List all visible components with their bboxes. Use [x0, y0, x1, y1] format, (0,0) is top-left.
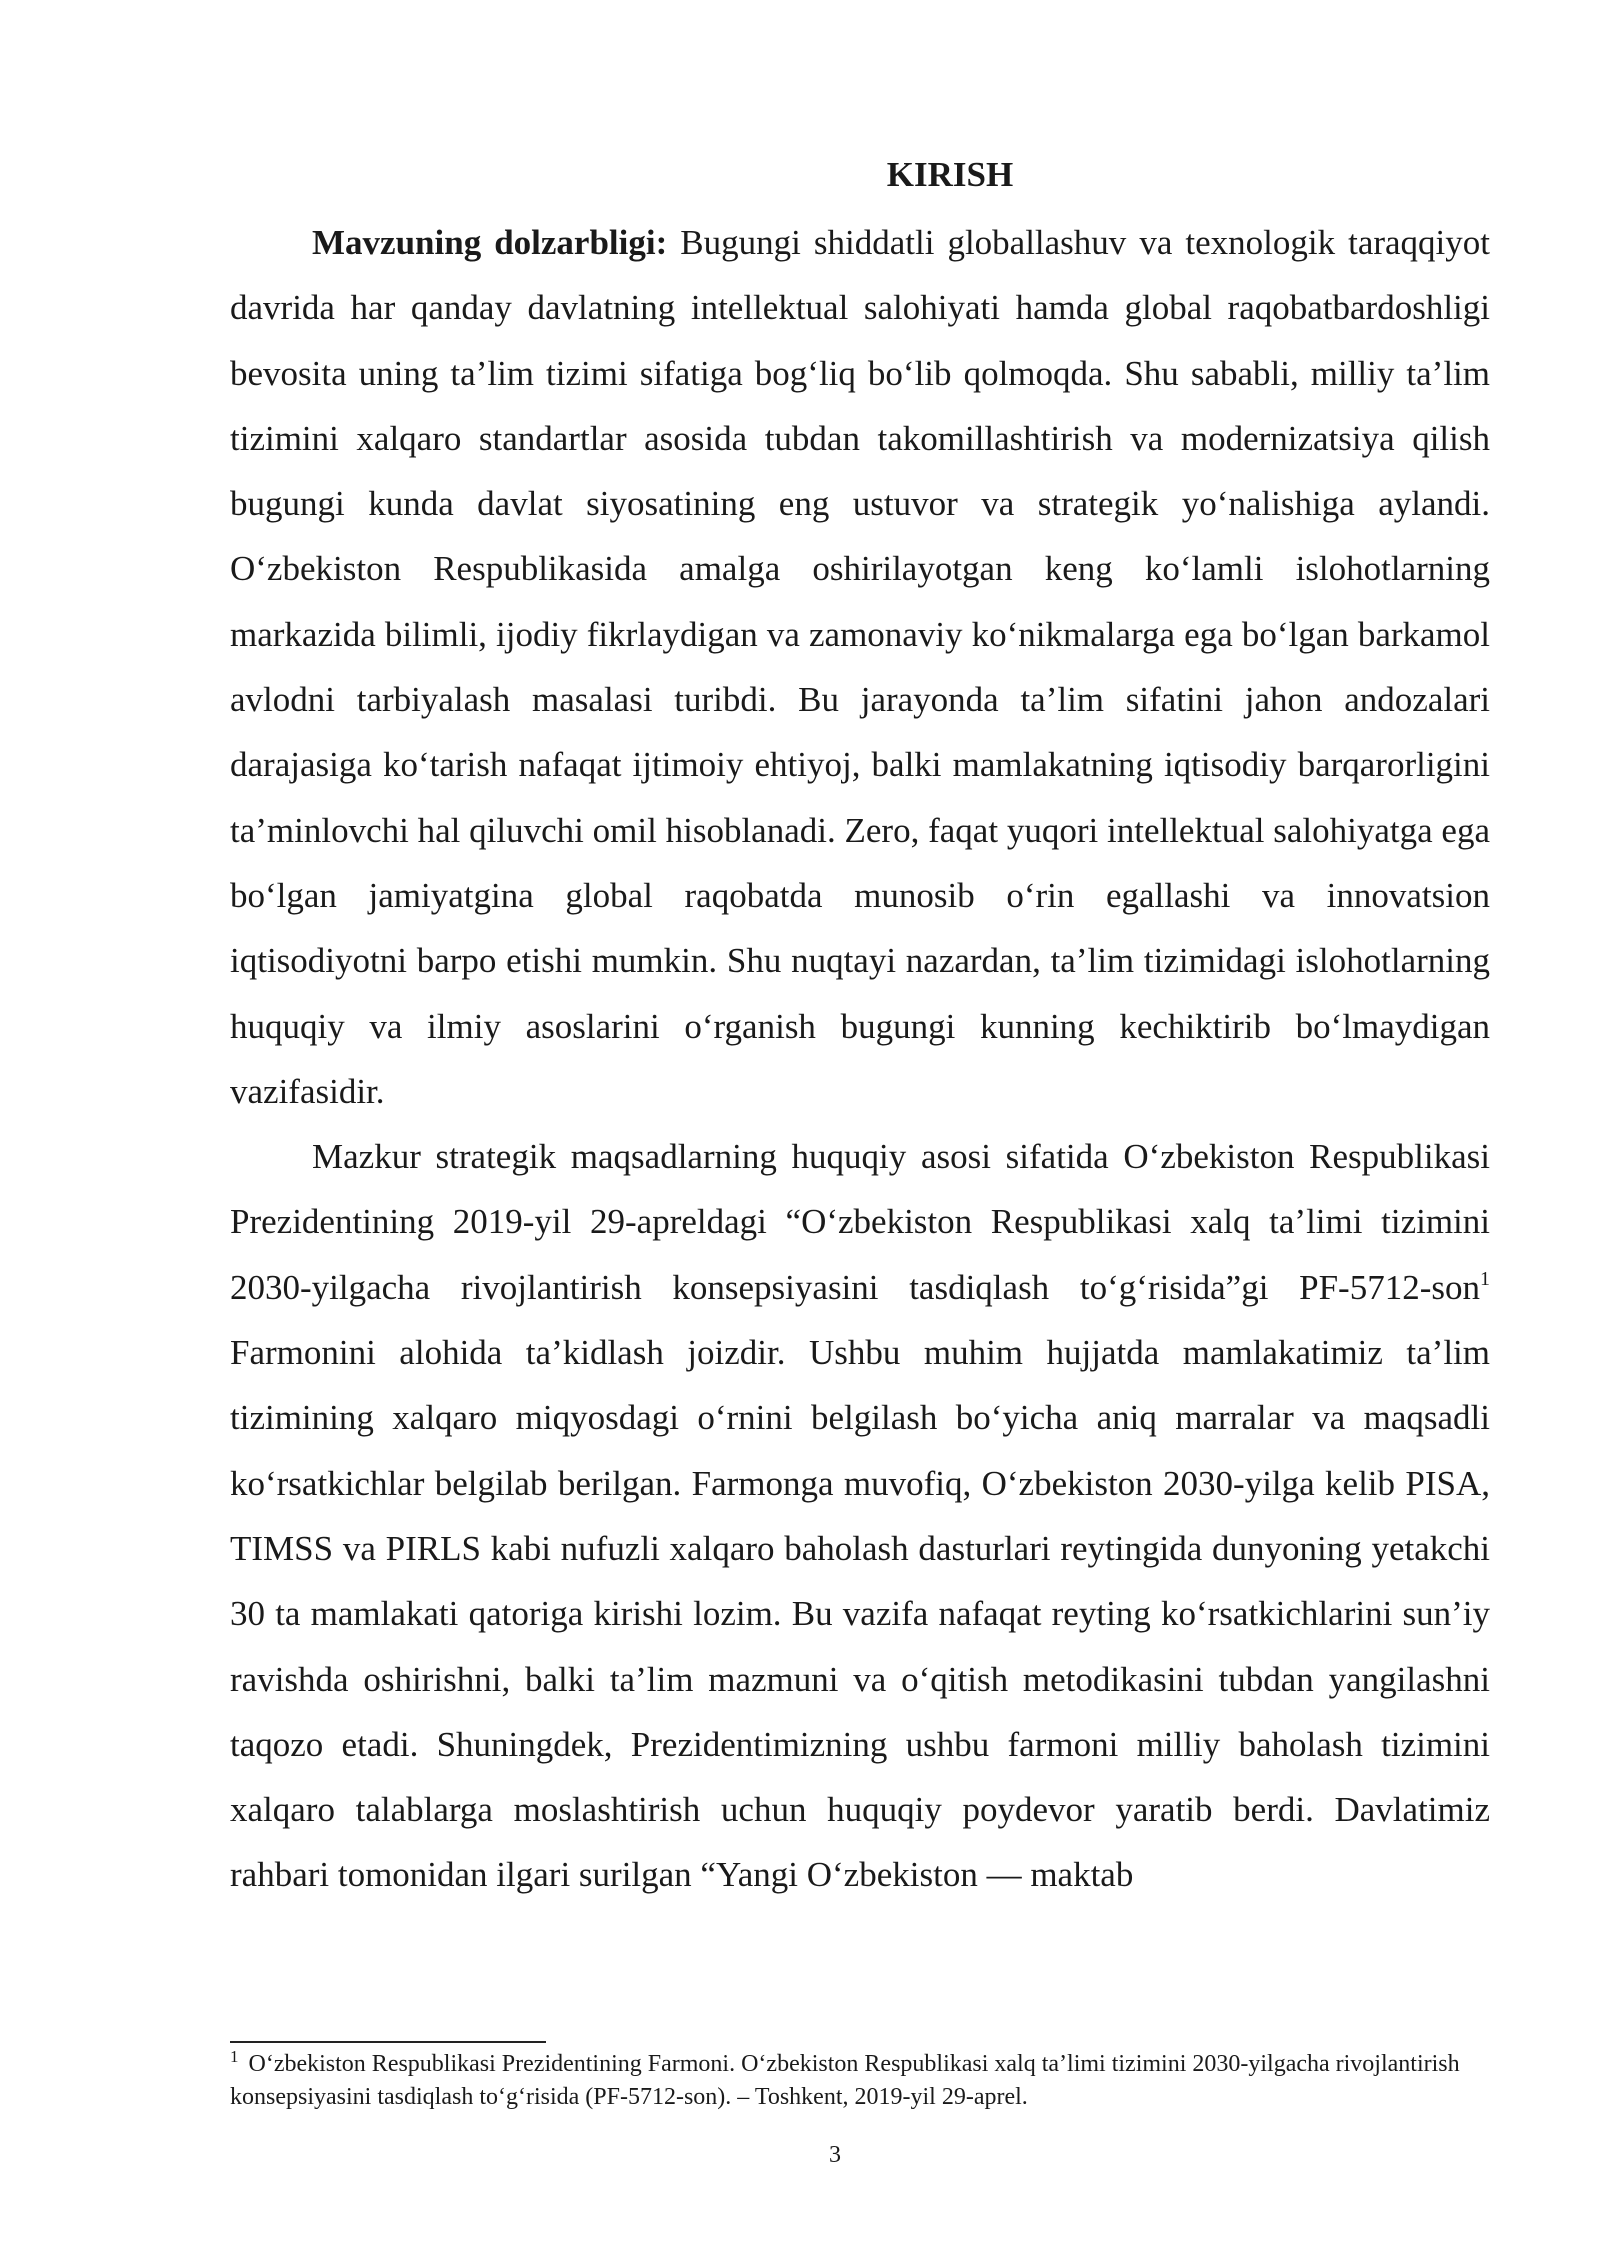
body-text: [230, 210, 1490, 1908]
section-title: KIRISH: [886, 155, 1014, 194]
paragraph-relevance: [230, 210, 1490, 1124]
page-number: 3: [829, 2142, 841, 2168]
footnote-text: O‘zbekiston Respublikasi Prezidentining Farmoni. O‘zbekiston Respublikasi xalq ta’limi tizimini 2030-yilgacha rivojlantirish konsepsiyasini tasdiqlash to‘g‘risida (PF-5712-son). – Toshkent, 2019-yil 29-aprel.: [230, 2051, 1460, 2110]
paragraph-lead: Mavzuning dolzarbligi:: [312, 223, 668, 262]
paragraph-text: Mazkur strategik maqsadlarning huquqiy asosi sifatida O‘zbekiston Respublikasi Prezidentining 2019-yil 29-apreldagi “O‘zbekiston Respublikasi xalq ta’limi tizimini 2030-yilgacha rivojlantirish konsepsiyasini tasdiqlash to‘g‘risida”gi PF-5712-son: [230, 1137, 1490, 1307]
paragraph-text: Farmonini alohida ta’kidlash joizdir. Ushbu muhim hujjatda mamlakatimiz ta’lim tizimining xalqaro miqyosdagi o‘rnini belgilash bo‘yicha aniq marralar va maqsadli ko‘rsatkichlar belgilab berilgan. Farmonga muvofiq, O‘zbekiston 2030-yilga kelib PISA, TIMSS va PIRLS kabi nufuzli xalqaro baholash dasturlari reytingida dunyoning yetakchi 30 ta mamlakati qatoriga kirishi lozim. Bu vazifa nafaqat reyting ko‘rsatkichlarini sun’iy ravishda oshirishni, balki ta’lim mazmuni va o‘qitish metodikasini tubdan yangilashni taqozo etadi. Shuningdek, Prezidentimizning ushbu farmoni milliy baholash tizimini xalqaro talablarga moslashtirish uchun huquqiy poydevor yaratib berdi. Davlatimiz rahbari tomonidan ilgari surilgan “Yangi O‘zbekiston — maktab: [230, 1333, 1490, 1895]
footnote-marker: 1: [230, 2047, 239, 2066]
footnote-reference[interactable]: 1: [1480, 1267, 1490, 1290]
paragraph-legal-basis: [230, 1124, 1490, 1908]
footnote-separator: [230, 2041, 546, 2043]
footnote: [230, 2048, 1490, 2114]
paragraph-text: Bugungi shiddatli globallashuv va texnologik taraqqiyot davrida har qanday davlatning intellektual salohiyati hamda global raqobatbardoshligi bevosita uning ta’lim tizimi sifatiga bog‘liq bo‘lib qolmoqda. Shu sababli, milliy ta’lim tizimini xalqaro standartlar asosida tubdan takomillashtirish va modernizatsiya qilish bugungi kunda davlat siyosatining eng ustuvor va strategik yo‘nalishiga aylandi. O‘zbekiston Respublikasida amalga oshirilayotgan keng ko‘lamli islohotlarning markazida bilimli, ijodiy fikrlaydigan va zamonaviy ko‘nikmalarga ega bo‘lgan barkamol avlodni tarbiyalash masalasi turibdi. Bu jarayonda ta’lim sifatini jahon andozalari darajasiga ko‘tarish nafaqat ijtimoiy ehtiyoj, balki mamlakatning iqtisodiy barqarorligini ta’minlovchi hal qiluvchi omil hisoblanadi. Zero, faqat yuqori intellektual salohiyatga ega bo‘lgan jamiyatgina global raqobatda munosib o‘rin egallashi va innovatsion iqtisodiyotni barpo etishi mumkin. Shu nuqtayi nazardan, ta’lim tizimidagi islohotlarning huquqiy va ilmiy asoslarini o‘rganish bugungi kunning kechiktirib bo‘lmaydigan vazifasidir.: [230, 223, 1490, 1111]
